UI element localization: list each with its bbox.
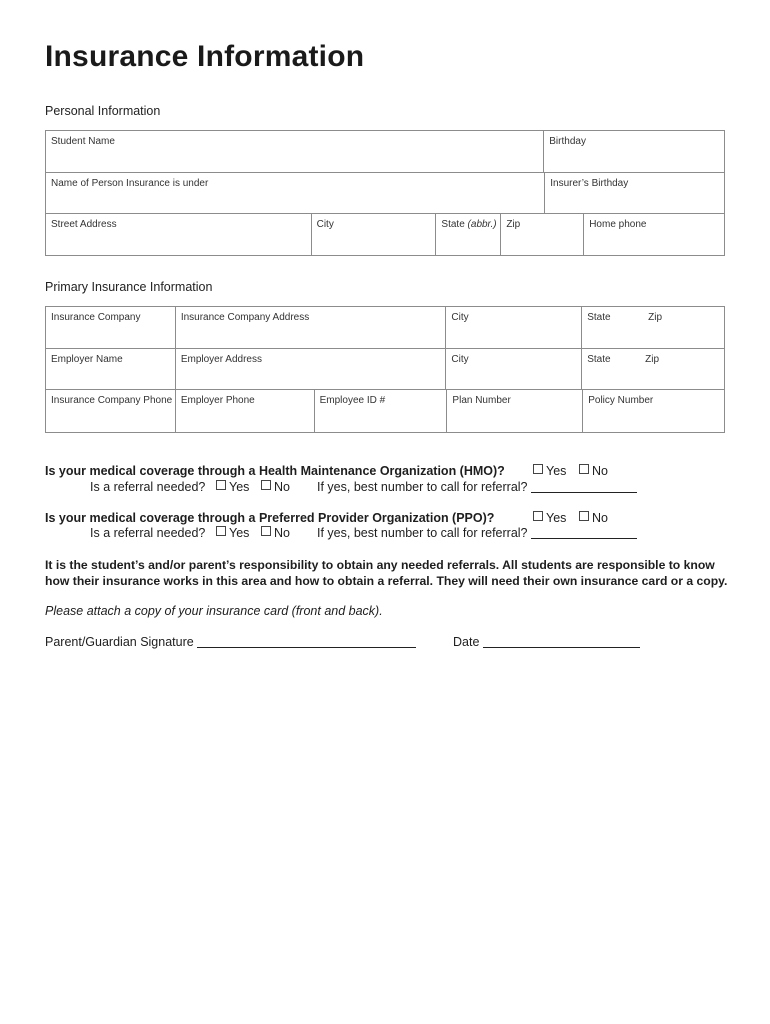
primary-row-3 (46, 390, 725, 433)
date-label: Date (453, 635, 480, 649)
insurance-zip-label: Zip (648, 312, 663, 323)
plan-number-field[interactable] (447, 390, 583, 432)
ppo-referral-question: Is a referral needed? (90, 526, 206, 540)
ppo-referral-yes-label: Yes (229, 526, 250, 540)
hmo-referral-phone-label: If yes, best number to call for referral? (317, 480, 528, 494)
hmo-referral-no-label: No (274, 480, 290, 494)
state-label: State (441, 219, 465, 230)
hmo-referral-question: Is a referral needed? (90, 480, 206, 494)
insurance-city-field[interactable] (446, 307, 582, 348)
primary-row-1 (46, 307, 725, 349)
responsibility-paragraph (45, 557, 735, 589)
primary-insurance-heading: Primary Insurance Information (45, 280, 213, 294)
insured-name-field[interactable] (46, 173, 545, 213)
date-line[interactable] (483, 637, 640, 648)
responsibility-line-1: It is the student’s and/or parent’s responsibility to obtain any needed referrals. All students are responsible to know (45, 558, 715, 572)
birthday-field[interactable] (544, 131, 725, 172)
employer-name-field[interactable] (46, 349, 176, 389)
student-name-field[interactable] (46, 131, 544, 172)
signature-line[interactable] (197, 637, 416, 648)
ppo-referral-no-label: No (274, 526, 290, 540)
ppo-referral-yes-option[interactable] (216, 526, 249, 540)
checkbox-icon[interactable] (579, 464, 589, 474)
zip-label: Zip (506, 219, 521, 230)
employer-state-field[interactable] (582, 349, 640, 389)
employer-city-field[interactable] (446, 349, 582, 389)
hmo-referral-yes-label: Yes (229, 480, 250, 494)
personal-info-heading: Personal Information (45, 104, 161, 118)
birthday-label: Birthday (549, 136, 586, 147)
personal-row-1 (46, 131, 725, 173)
insurance-company-address-label: Insurance Company Address (180, 312, 310, 323)
zip-field[interactable] (501, 214, 584, 255)
street-address-label: Street Address (51, 219, 117, 230)
employer-address-label: Employer Address (180, 354, 262, 365)
personal-row-2 (46, 173, 725, 214)
employer-city-label: City (451, 354, 469, 365)
ppo-referral-phone (317, 526, 637, 540)
checkbox-icon[interactable] (533, 511, 543, 521)
ppo-referral-phone-label: If yes, best number to call for referral? (317, 526, 528, 540)
hmo-referral-yes-option[interactable] (216, 480, 249, 494)
hmo-referral-no-option[interactable] (261, 480, 290, 494)
hmo-referral-phone-line[interactable] (531, 482, 637, 493)
checkbox-icon[interactable] (579, 511, 589, 521)
insurer-birthday-field[interactable] (545, 173, 725, 213)
state-abbr-label: (abbr.) (467, 219, 497, 230)
signature-label: Parent/Guardian Signature (45, 635, 194, 649)
employee-id-label: Employee ID # (319, 395, 386, 406)
employer-zip-field[interactable] (640, 349, 725, 389)
insurance-city-label: City (451, 312, 469, 323)
insured-name-label: Name of Person Insurance is under (51, 178, 209, 189)
personal-row-3 (46, 214, 725, 256)
checkbox-icon[interactable] (533, 464, 543, 474)
employer-phone-label: Employer Phone (180, 395, 255, 406)
hmo-referral-phone (317, 480, 637, 494)
city-label: City (316, 219, 334, 230)
policy-number-field[interactable] (583, 390, 725, 432)
hmo-question: Is your medical coverage through a Health Maintenance Organization (HMO)? (45, 464, 505, 478)
hmo-no-option[interactable] (579, 464, 608, 478)
ppo-referral-no-option[interactable] (261, 526, 290, 540)
checkbox-icon[interactable] (261, 526, 271, 536)
ppo-yes-option[interactable] (533, 511, 566, 525)
primary-insurance-table (45, 306, 725, 433)
ppo-no-option[interactable] (579, 511, 608, 525)
checkbox-icon[interactable] (261, 480, 271, 490)
signature-row (45, 635, 416, 649)
insurance-company-phone-field[interactable] (46, 390, 176, 432)
ppo-yes-label: Yes (546, 511, 567, 525)
primary-row-2 (46, 349, 725, 390)
hmo-yes-label: Yes (546, 464, 567, 478)
home-phone-label: Home phone (589, 219, 647, 230)
insurance-state-field[interactable] (582, 307, 643, 348)
city-field[interactable] (312, 214, 437, 255)
street-address-field[interactable] (46, 214, 312, 255)
employer-zip-label: Zip (645, 354, 660, 365)
home-phone-field[interactable] (584, 214, 725, 255)
attach-card-note: Please attach a copy of your insurance card (front and back). (45, 604, 383, 618)
checkbox-icon[interactable] (216, 480, 226, 490)
state-field[interactable] (436, 214, 501, 255)
employer-phone-field[interactable] (176, 390, 315, 432)
insurance-state-label: State (587, 312, 611, 323)
insurance-company-field[interactable] (46, 307, 176, 348)
policy-number-label: Policy Number (588, 395, 654, 406)
ppo-referral-phone-line[interactable] (531, 528, 637, 539)
hmo-yes-option[interactable] (533, 464, 566, 478)
employer-address-field[interactable] (176, 349, 447, 389)
page-title: Insurance Information (45, 40, 365, 73)
responsibility-line-2: how their insurance works in this area and how to obtain a referral. They will need their own insurance card or a copy. (45, 574, 728, 588)
insurance-zip-field[interactable] (643, 307, 725, 348)
ppo-question: Is your medical coverage through a Preferred Provider Organization (PPO)? (45, 511, 495, 525)
plan-number-label: Plan Number (452, 395, 511, 406)
date-row (453, 635, 640, 649)
insurance-company-label: Insurance Company (51, 312, 141, 323)
ppo-no-label: No (592, 511, 608, 525)
employer-name-label: Employer Name (51, 354, 123, 365)
employee-id-field[interactable] (315, 390, 448, 432)
checkbox-icon[interactable] (216, 526, 226, 536)
insurance-company-phone-label: Insurance Company Phone (51, 395, 173, 406)
hmo-no-label: No (592, 464, 608, 478)
employer-state-label: State (587, 354, 611, 365)
student-name-label: Student Name (51, 136, 115, 147)
personal-info-table (45, 130, 725, 256)
insurance-company-address-field[interactable] (176, 307, 447, 348)
insurer-birthday-label: Insurer’s Birthday (550, 178, 629, 189)
